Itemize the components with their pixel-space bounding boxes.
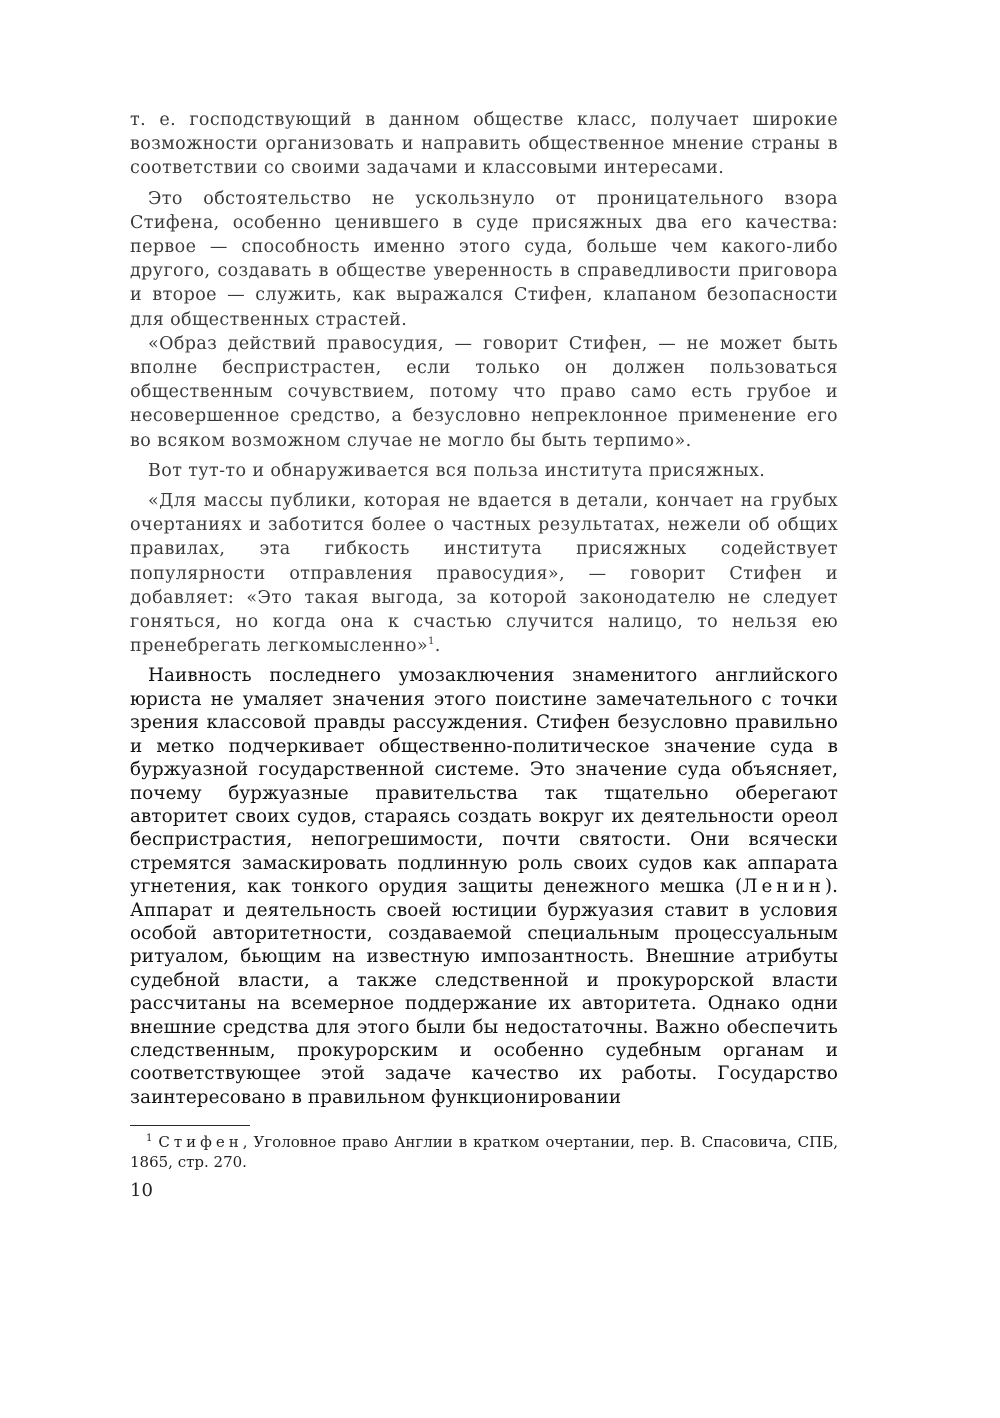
quote-paragraph-2 [130,489,838,658]
paragraph-3: Вот тут-то и обнаруживается вся польза института присяжных. [148,460,766,481]
quote-paragraph-1: «Образ действий правосудия, — говорит Стифен, — не может быть вполне беспристрастен, если только он должен пользоваться общественным сочувствием, потому что право само есть грубое и несовершенное средство, а безусловно непреклонное применение его во всяком возможном случае не могло бы быть терпимо». [130,333,838,451]
paragraph-text-start: Наивность последнего умозаключения знаменитого английского юриста не умаляет значения этого поистине замечательного с точки зрения классовой правды рассуждения. Стифен безусловно правильно и метко подчеркивает общественно-политическое значение суда в буржуазной государственной системе. Это значение суда объясняет, почему буржуазные правительства так тщательно оберегают авторитет своих судов, стараясь создать вокруг их деятельности ореол беспристрастия, непогрешимости, почти святости. Они всячески стремятся замаскировать подлинную роль своих судов как аппарата угнетения, как тонкого орудия защиты денежного мешка ( [130,665,838,898]
footnote-author: Стифен [158,1133,243,1152]
paragraph-text-end: ). Аппарат и деятельность своей юстиции буржуазия ставит в условия особой авторитетности, создаваемой специальным процессуальным ритуалом, бьющим на известную импозантность. Внешние атрибуты судебной власти, а также следственной и прокурорской власти рассчитаны на всемерное поддержание их авторитета. Однако одни внешние средства для этого были бы недостаточны. Важно обеспечить следственным, прокурорским и особенно судебным органам и соответствующее этой задаче качество их работы. Государство заинтересовано в правильном функционировании [130,876,838,1108]
paragraph-1: т. е. господствующий в данном обществе класс, получает широкие возможности организовать и направить общественное мнение страны в соответствии со своими задачами и классовыми интересами. [130,110,838,179]
footnote [130,1132,838,1172]
quote-text: «Для массы публики, которая не вдается в детали, кончает на грубых очертаниях и заботится более о частных результатах, нежели об общих правилах, эта гибкость института присяжных содействует популярности отправления правосудия», — говорит Стифен и добавляет: «Это такая выгода, за которой законодателю не следует гоняться, но когда она к счастью случится налицо, то нельзя ею пренебрегать легкомысленно» [130,491,838,657]
footnote-divider [130,1125,250,1126]
book-page [130,108,838,1201]
footnote-marker: 1 [146,1133,153,1145]
page-number: 10 [130,1180,153,1202]
quote-end: . [434,636,441,657]
spaced-author-name: Ленин [742,876,825,898]
paragraph-2: Это обстоятельство не ускользнуло от проницательного взора Стифена, особенно ценившего в суде присяжных два его качества: первое — способность именно этого суда, больше чем какого-либо другого, создавать в обществе уверенность в справедливости приговора и второе — служить, как выражался Стифен, клапаном безопасности для общественных страстей. [130,188,838,330]
footnote-reference: 1 [428,636,435,648]
footnote-text: , Уголовное право Англии в кратком очертании, пер. В. Спасовича, СПБ, 1865, стр. 270. [130,1133,838,1172]
paragraph-4 [130,664,838,1109]
